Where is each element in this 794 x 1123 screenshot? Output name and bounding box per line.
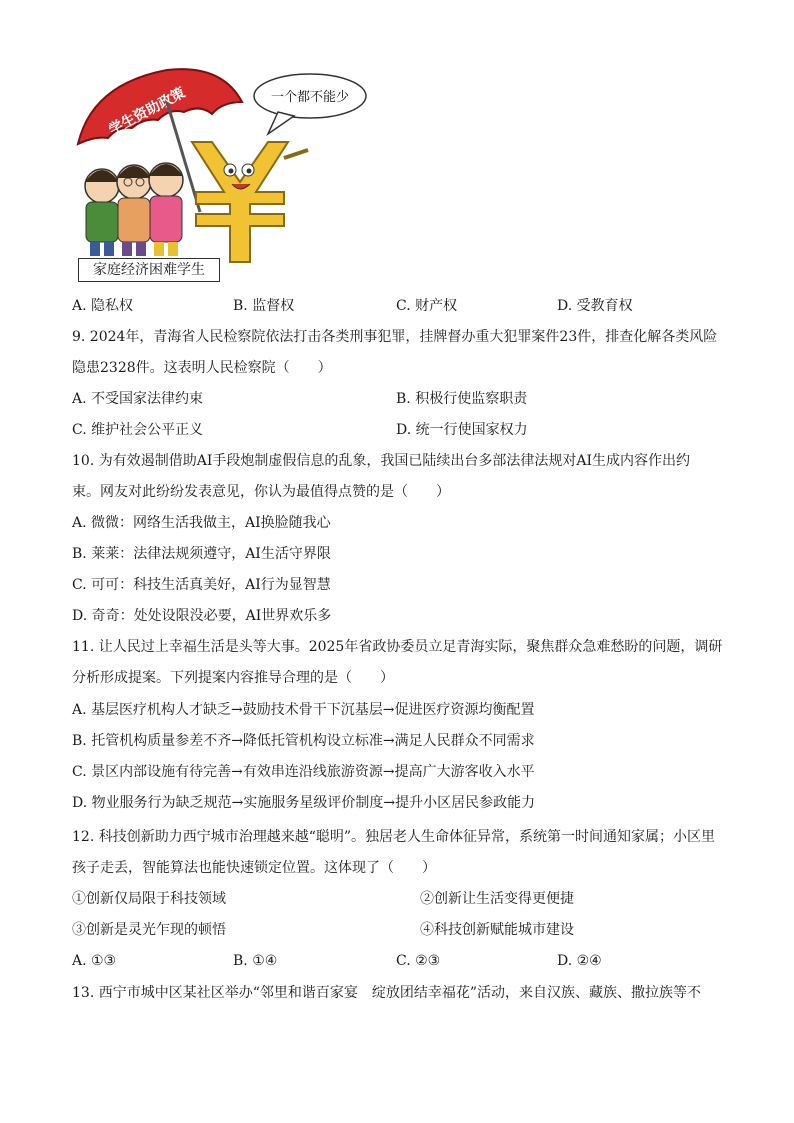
q8-option-b: B. 监督权 [233,298,295,314]
q9-option-a: A. 不受国家法律约束 [72,391,204,407]
cartoon-illustration [72,62,372,284]
umbrella-text: 学生资助政策 [106,84,189,139]
q9-option-d: D. 统一行使国家权力 [396,422,528,438]
q11-stem-line2: 分析形成提案。下列提案内容推导合理的是（ ） [72,670,394,686]
q10-stem-line1: 10. 为有效遏制借助AI手段炮制虚假信息的乱象，我国已陆续出台多部法律法规对AI生成内容作出约 [72,453,690,469]
q10-option-a: A. 微微：网络生活我做主，AI换脸随我心 [72,515,331,531]
q9-option-b: B. 积极行使监察职责 [396,391,528,407]
q11-option-b: B. 托管机构质量参差不齐→降低托管机构设立标准→满足人民群众不同需求 [72,733,535,749]
q10-option-c: C. 可可：科技生活真美好，AI行为显智慧 [72,577,331,593]
q8-option-d: D. 受教育权 [557,298,633,314]
q10-option-b: B. 莱莱：法律法规须遵守，AI生活守界限 [72,546,331,562]
q11-option-d: D. 物业服务行为缺乏规范→实施服务星级评价制度→提升小区居民参政能力 [72,795,536,811]
children-figure [85,163,183,256]
q12-statement-2: ②创新让生活变得更便捷 [420,891,574,907]
q12-option-d: D. ②④ [557,953,602,969]
q9-stem-line1: 9. 2024年，青海省人民检察院依法打击各类刑事犯罪，挂牌督办重大犯罪案件23件，排查化解各类风险 [72,329,718,345]
q9-option-c: C. 维护社会公平正义 [72,422,204,438]
q12-option-c: C. ②③ [396,953,441,969]
q9-stem-line2: 隐患2328件。这表明人民检察院（ ） [72,360,332,376]
q8-option-a: A. 隐私权 [72,298,134,314]
q12-statement-4: ④科技创新赋能城市建设 [420,922,574,938]
q12-stem-line1: 12. 科技创新助力西宁城市治理越来越“聪明”。独居老人生命体征异常，系统第一时间通知家属；小区里 [72,829,716,845]
speech-text: 一个都不能少 [270,90,350,105]
q11-stem-line1: 11. 让人民过上幸福生活是头等大事。2025年省政协委员立足青海实际，聚焦群众急难愁盼的问题，调研 [72,639,723,655]
q13-stem-line1: 13. 西宁市城中区某社区举办“邻里和谐百家宴 绽放团结幸福花”活动，来自汉族、藏族、撒拉族等不 [72,985,702,1001]
q12-statement-3: ③创新是灵光乍现的顿悟 [72,922,226,938]
q10-option-d: D. 奇奇：处处设限没必要，AI世界欢乐多 [72,608,332,624]
q12-stem-line2: 孩子走丢，智能算法也能快速锁定位置。这体现了（ ） [72,860,436,876]
q12-statement-1: ①创新仅局限于科技领域 [72,891,226,907]
q12-option-a: A. ①③ [72,953,117,969]
q11-option-c: C. 景区内部设施有待完善→有效串连沿线旅游资源→提高广大游客收入水平 [72,764,535,780]
q11-option-a: A. 基层医疗机构人才缺乏→鼓励技术骨干下沉基层→促进医疗资源均衡配置 [72,702,535,718]
yuan-mascot [192,142,308,262]
cartoon-caption: 家庭经济困难学生 [78,258,220,282]
q12-option-b: B. ①④ [233,953,278,969]
q10-stem-line2: 束。网友对此纷纷发表意见，你认为最值得点赞的是（ ） [72,484,450,500]
q8-option-c: C. 财产权 [396,298,458,314]
